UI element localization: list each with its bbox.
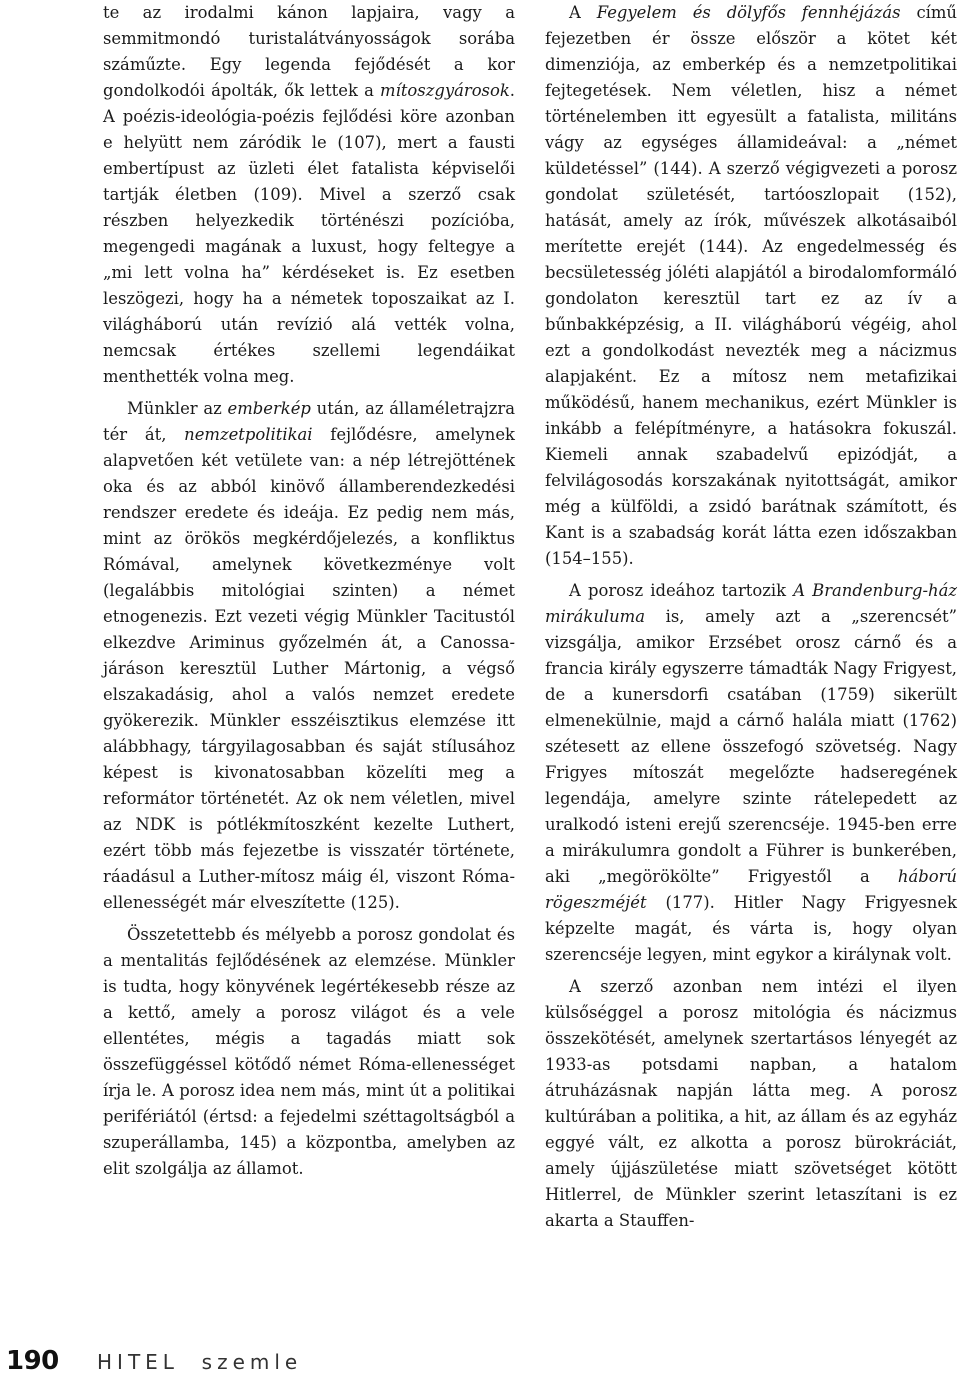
emphasis: emberkép — [227, 399, 311, 418]
paragraph: Összetettebb és mélyebb a porosz gondolat és a mentalitás fejlődésének az elemzése. Münkler is tudta, hogy könyvének legértékesebb része az a kettő, amely a porosz világot és a vele ellentétes, mégis a tagadás miatt sok összefüggéssel kötődő német Róma-ellenességet írja le. A porosz idea nem más, mint út a politikai perifériától (értsd: a fejedelmi széttagoltságból a szuperállamba, 145) a központba, amelyben az elit szolgálja az államot. — [103, 925, 515, 1178]
paragraph: A szerző azonban nem intézi el ilyen külsőséggel a porosz mitológia és nácizmus összekötését, amelynek szertartásos lényegét az 1933-as potsdami napban, a hatalom átruházásnak napján látta meg. A porosz kultúrában a politika, a hit, az állam és az egyház eggyé vált, ez alkotta a porosz bürokráciát, amely újjászületése miatt szövetséget kötött Hitlerrel, de Münkler szerint letaszítani is ez akarta a Stauffen- — [545, 977, 957, 1230]
left-column — [103, 0, 515, 1182]
emphasis: mítoszgyárosok — [380, 81, 510, 100]
emphasis: háború rögeszméjét — [545, 867, 957, 912]
paragraph: Münkler az emberkép után, az államéletrajzra tér át, nemzetpolitikai fejlődésre, amelynek alapvetően két vetülete van: a nép létrejöttének oka és az abból kinövő államberendezkedési rendszer eredete és ideája. Ez pedig nem más, mint az örökös megkérdőjelezés, a konfliktus Rómával, amelynek következménye volt (legalábbis mitológiai szinten) a német etnogenezis. Ezt vezeti végig Münkler Tacitustól elkezdve Ariminus győzelmén át, a Canossa-járáson keresztül Luther Mártonig, a végső elszakadásig, ahol a valós nemzet eredete gyökerezik. Münkler esszéisztikus elemzése itt alábbhagy, tárgyilagosabban és saját stílusához képest is kivonatosabban közelíti meg a reformátor történetét. Az ok nem véletlen, mivel az NDK is pótlékmítoszként kezelte Luthert, ezért több más fejezetbe is visszatér története, ráadásul a Luther-mítosz máig él, viszont Róma-ellenességét már elveszítette (125). — [103, 399, 515, 912]
paragraph: te az irodalmi kánon lapjaira, vagy a semmitmondó turistalátványosságok sorába száműzte. Egy legenda fejődését a kor gondolkodói ápolták, ők lettek a mítoszgyárosok. A poézis-ideológia-poézis fejlődési köre azonban e helyütt nem záródik le (107), mert a fausti embertípust az üzleti élet fatalista képviselői tartják életben (109). Mivel a szerző csak részben helyezkedik történészi pozícióba, megengedi magának a luxust, hogy feltegye a „mi lett volna ha” kérdéseket is. Ez esetben leszögezi, hogy ha a németek toposzaikat az I. világháború után revízió alá vették volna, nemcsak értékes szellemi legendáikat menthették volna meg. — [103, 3, 515, 386]
emphasis: A Brandenburg-ház mirákuluma — [545, 581, 957, 626]
journal-name: HITEL szemle — [97, 1350, 303, 1374]
paragraph: A Fegyelem és dölyfős fennhéjázás című fejezetben ér össze először a kötet két dimenziója, az emberkép és a nemzetpolitikai fejtegetések. Nem véletlen, hisz a német történelemben itt egyesült a fatalista, militáns vágy az egységes államideával: a „német küldetéssel” (144). A szerző végigvezeti a porosz gondolat születését, tartóoszlopait (152), hatását, amely az írók, művészek alkotásaiból merítette erejét (144). Az engedelmesség és becsületesség jóléti alapjától a birodalomformáló gondolaton keresztül tart ez az ív a bűnbakképzésig, a II. világháború végéig, ahol ezt a gondolkodást nevezték meg a nácizmus alapjaként. Ez a mítosz nem metafizikai működésű, hanem mechanikus, ezért Münkler is inkább a felépítményre, a hatásokra fokuszál. Kiemeli annak szabadelvű epizódját, a felvilágosodás korszakának nyitottságát, amikor még a külföldi, a zsidó barátnak számított, és Kant is a szabadság korát látta ezen időszakban (154–155). — [545, 3, 957, 568]
page-footer — [0, 1346, 960, 1386]
emphasis: nemzetpolitikai — [184, 425, 313, 444]
emphasis: Fegyelem és dölyfős fennhéjázás — [596, 3, 901, 22]
paragraph: A porosz ideához tartozik A Brandenburg-ház mirákuluma is, amely azt a „szerencsét” vizsgálja, amikor Erzsébet orosz cárnő és a francia király egyszerre támadták Nagy Frigyest, de a kunersdorfi csatában (1759) sikerült elmenekülnie, majd a cárnő halála miatt (1762) szétesett az ellene összefogó szövetség. Nagy Frigyes mítoszát megelőzte hadseregének legendája, amelyre szinte rátelepedett az uralkodó isteni erejű szerencséje. 1945-ben erre a mirákulumra gondolt a Führer is bunkerében, aki „megörökölte” Frigyestől a háború rögeszméjét (177). Hitler Nagy Frigyesnek képzelte magát, és várta is, hogy olyan szerencséje legyen, mint egykor a királynak volt. — [545, 581, 957, 964]
page-number: 190 — [6, 1346, 59, 1376]
right-column — [545, 0, 957, 1234]
